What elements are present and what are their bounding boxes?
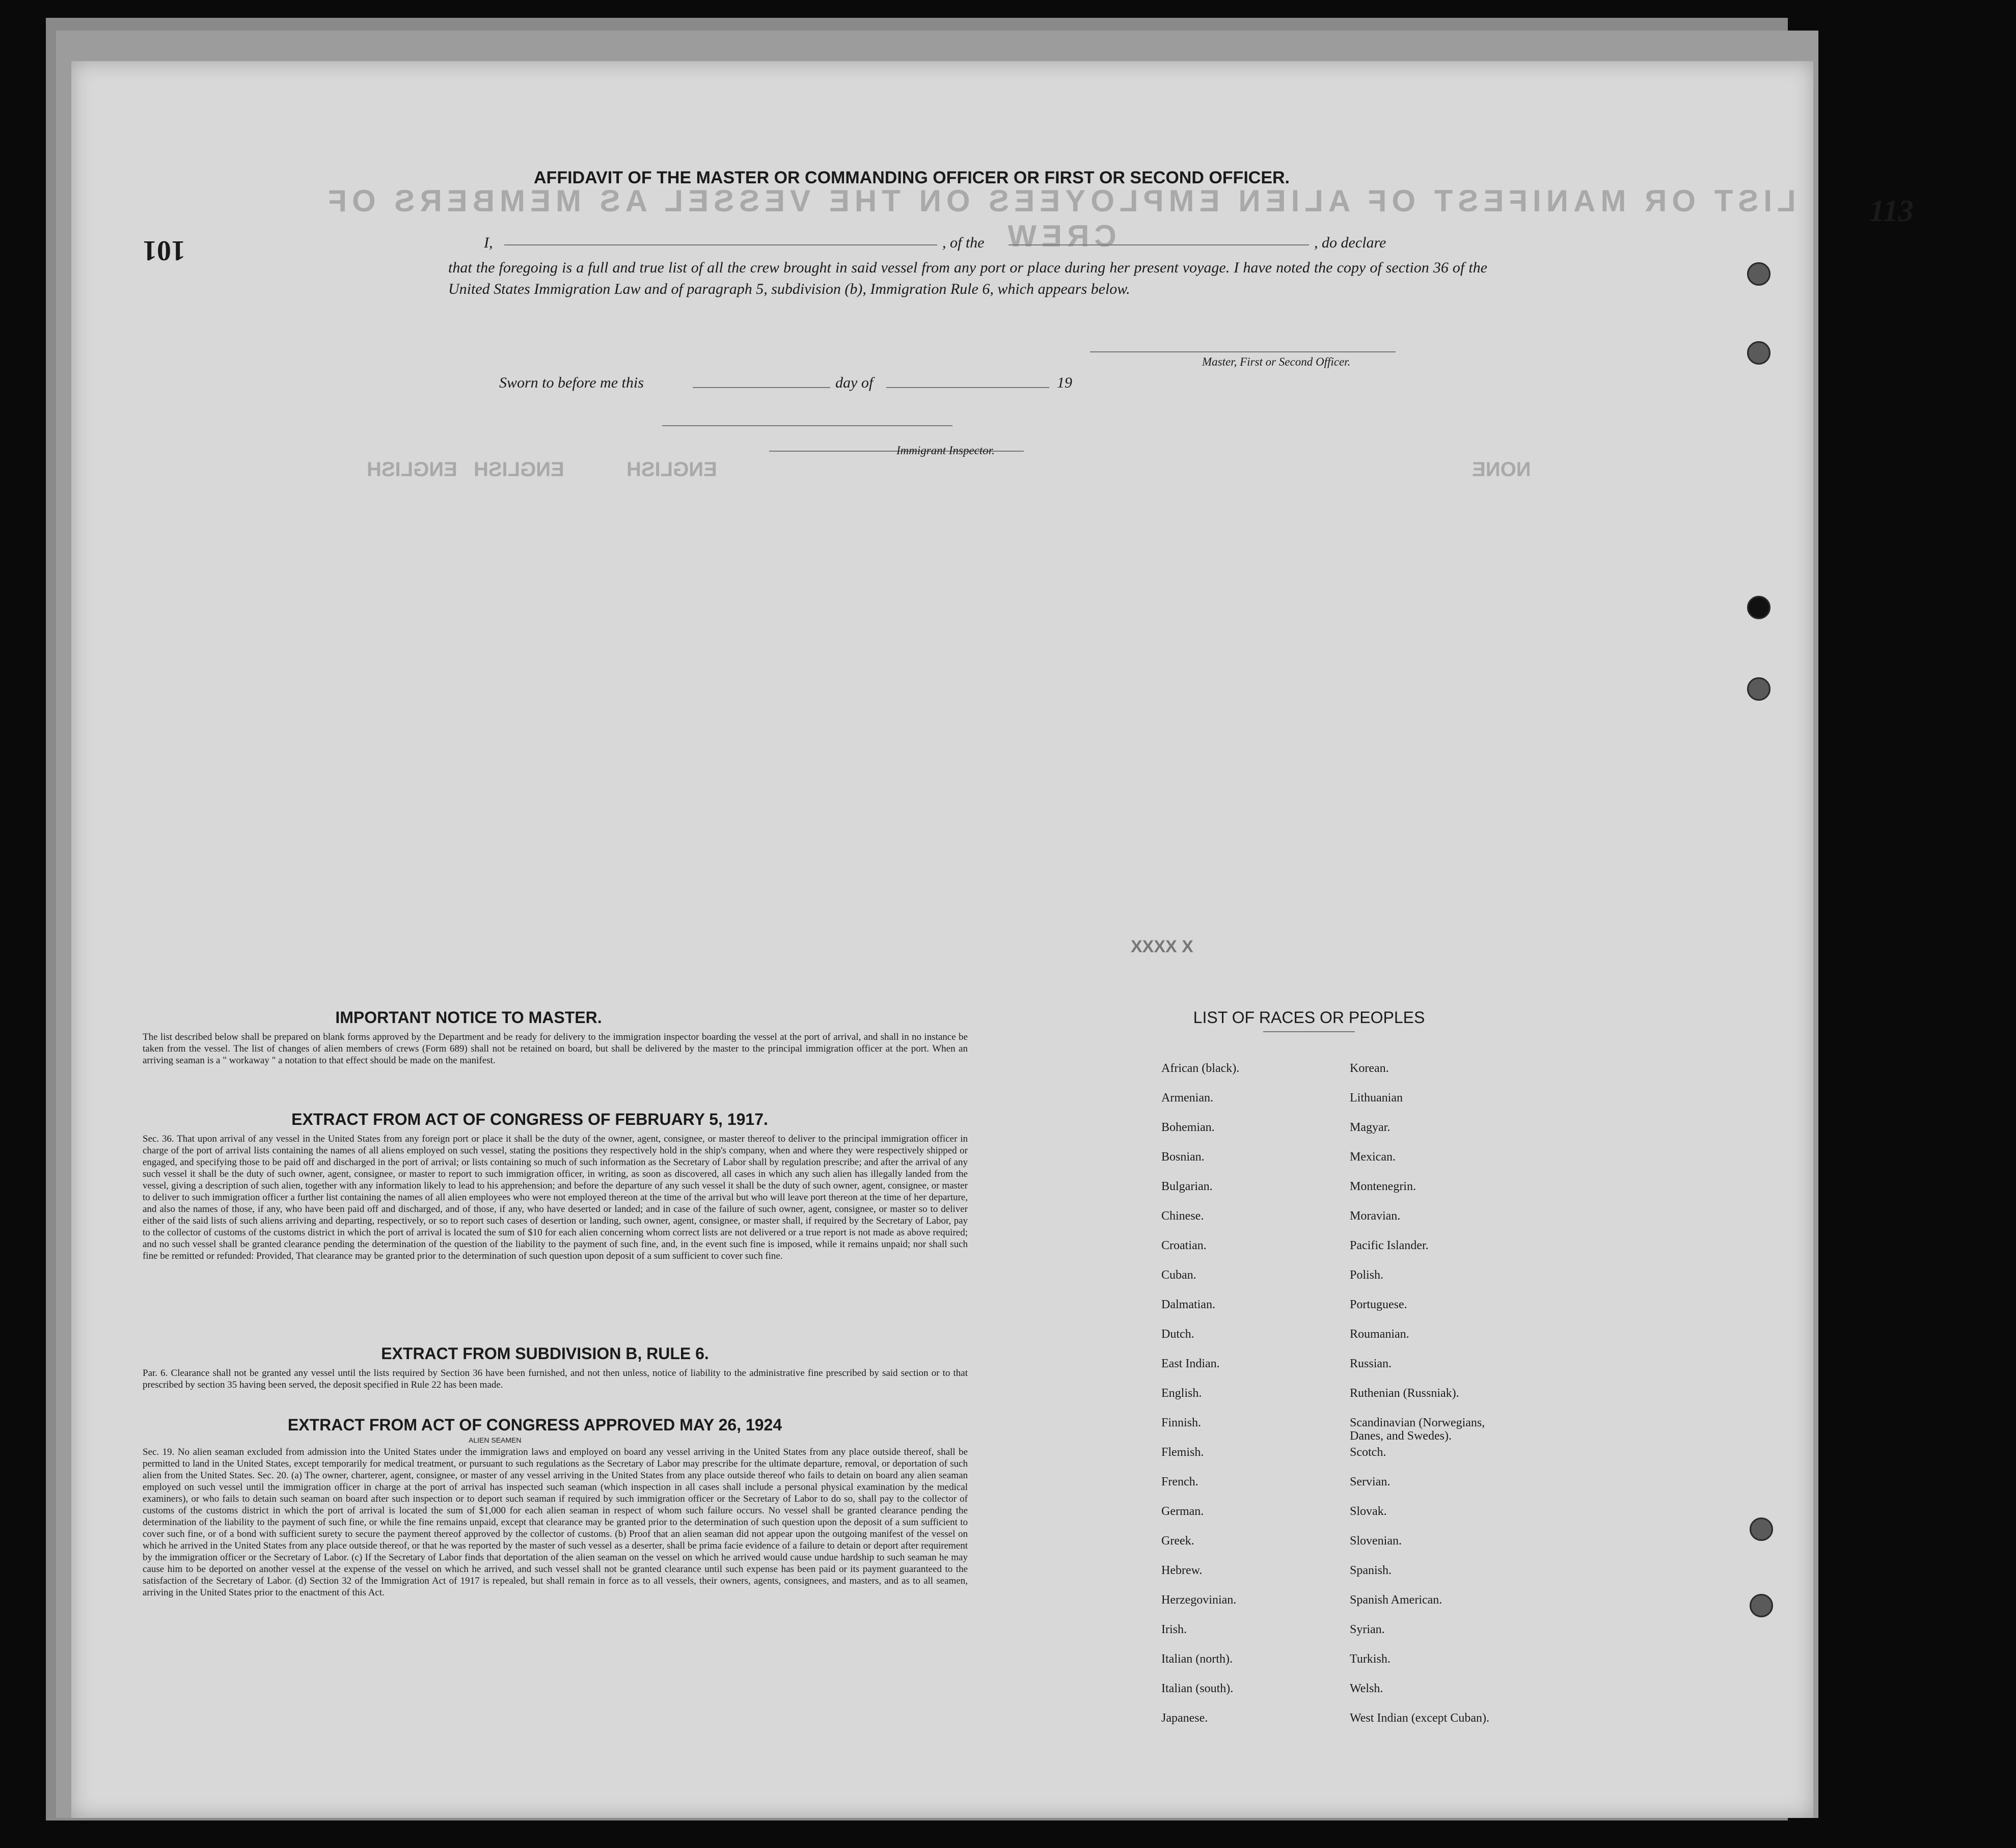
notice-title: IMPORTANT NOTICE TO MASTER. [335, 1008, 602, 1027]
extract3-title: EXTRACT FROM ACT OF CONGRESS APPROVED MAY 26, 1924 [287, 1416, 782, 1434]
handwritten-number: 101 [143, 235, 185, 266]
race-item: Bosnian. [1161, 1150, 1205, 1164]
race-item: Italian (south). [1161, 1682, 1234, 1695]
inspector-label: Immigrant Inspector. [896, 444, 995, 457]
year-text: 19 [1057, 374, 1072, 391]
race-item: Magyar. [1350, 1121, 1391, 1134]
punch-hole [1750, 1594, 1773, 1617]
bleed-header: LIST OR MANIFEST OF ALIEN EMPLOYEES ON THE VESSEL AS MEMBERS OF CREW [323, 184, 1796, 253]
race-item: French. [1161, 1475, 1198, 1488]
month-line [886, 387, 1049, 388]
affidavit-declare: , do declare [1314, 234, 1386, 251]
extract2-text: Par. 6. Clearance shall not be granted any vessel until the lists required by Section 36 have been furnished, and not then unless, notice of liability to the administrative fine prescribed by said section or to that prescribed by section 35 having been served, the deposit specified in Rule 22 has been made. [143, 1368, 968, 1390]
bleed-word-2: ENGLISH [474, 458, 564, 481]
punch-hole [1747, 341, 1770, 365]
bleed-word-3: ENGLISH [626, 458, 717, 481]
master-sig-line [1090, 351, 1396, 352]
race-item: Mexican. [1350, 1150, 1396, 1164]
race-item: Scandinavian (Norwegians, Danes, and Swedes). [1350, 1416, 1485, 1443]
race-item: Servian. [1350, 1475, 1391, 1488]
punch-hole [1747, 677, 1770, 701]
day-line [693, 387, 830, 388]
race-item: Lithuanian [1350, 1091, 1403, 1105]
day-of-text: day of [835, 374, 874, 391]
extract3-subtitle: ALIEN SEAMEN [469, 1436, 522, 1444]
notice-text: The list described below shall be prepared on blank forms approved by the Department and be ready for delivery to the immigration inspector boarding the vessel at the port of arrival, and shall in no instance be taken from the vessel. The list of changes of alien members of crews (Form 689) shall not be retained on board, but shall be delivered by the master to the principal immigration officer at the port. When an arriving seaman is a " workaway " a notation to that effect should be made on the manifest. [143, 1032, 968, 1066]
affidavit-body: that the foregoing is a full and true list of all the crew brought in said vessel from any port or place during her present voyage. I have noted the copy of section 36 of the United States Immigration Law and of paragraph 5, subdivision (b), Immigration Rule 6, which appears below. [448, 259, 1487, 297]
race-item: Chinese. [1161, 1209, 1204, 1223]
race-item: Spanish American. [1350, 1593, 1442, 1607]
extract1-text: Sec. 36. That upon arrival of any vessel in the United States from any foreign port or place it shall be the duty of the owner, agent, consignee, or master thereof to deliver to the principal immigration officer in charge of the port of arrival lists containing the names of all aliens employed on such vessel, stating the positions they respectively hold in the ship's company, when and where they were respectively shipped or engaged, and specifying those to be paid off and discharged in the port of arrival; or lists containing so much of such information as the Secretary of Labor shall by regulation prescribe; and after the arrival of any such vessel it shall be the duty of such owner, agent, consignee, or master to report to such immigration officer, in writing, as soon as discovered, all cases in which any such alien has illegally landed from the vessel, giving a description of such alien, together with any information likely to lead to his apprehension; and before the departure of any such vessel it shall be the duty of such owner, agent, consignee, or master to deliver to such immigration officer a further list containing the names of all alien employees who were not employed thereon at the time of the arrival but who will leave port thereon at the time of her departure, and also the names of those, if any, who have been paid off and discharged, and of those, if any, who have deserted or landed; and in case of the failure of such owner, agent, consignee, or master so to deliver either of the said lists of such aliens arriving and departing, respectively, or so to report such cases of desertion or landing, such owner, agent, consignee, or master shall, if required by the Secretary of Labor, pay to the collector of customs of the customs district in which the port of arrival is located the sum of $10 for each alien concerning whom correct lists are not delivered or a true report is not made as above required; and no such vessel shall be granted clearance pending the determination of the question of the liability to the payment of such fine, and, in the event such fine is imposed, while it remains unpaid; nor shall such fine be remitted or refunded: Provided, That clearance may be granted prior to the determination of such question upon deposit of a sum sufficient to cover such fine. [143, 1134, 968, 1261]
race-item: East Indian. [1161, 1357, 1220, 1370]
inspector-line-1 [662, 425, 952, 426]
extract3-text: Sec. 19. No alien seaman excluded from admission into the United States under the immigration laws and employed on board any vessel arriving in the United States from any place outside thereof, shall be permitted to land in the United States, except temporarily for medical treatment, or pursuant to such regulations as the Secretary of Labor may prescribe for the ultimate departure, removal, or deportation of such alien from the United States. Sec. 20. (a) The owner, charterer, agent, consignee, or master of any vessel arriving in the United States from any place outside thereof who fails to detain on board any alien seaman employed on such vessel until the immigration officer in charge at the port of arrival has inspected such seaman (which inspection in all cases shall include a personal physical examination by the medical examiners), or who fails to detain such seaman on board after such inspection or to deport such seaman if required by such immigration officer or the Secretary of Labor to do so, shall pay to the collector of customs of the customs district in which the port of arrival is located the sum of $1,000 for each alien seaman in respect of whom such failure occurs. No vessel shall be granted clearance pending the determination of the liability to the payment of such fine, or while the fine remains unpaid, except that clearance may be granted prior to the determination of such question upon the deposit of a sum sufficient to cover such fine, or of a bond with sufficient surety to secure the payment thereof approved by the collector of customs. (b) Proof that an alien seaman did not appear upon the outgoing manifest of the vessel on which he arrived in the United States from any place outside thereof, or that he was reported by the master of such vessel as a deserter, shall be prima facie evidence of a failure to detain or deport after requirement by the immigration officer or the Secretary of Labor. (c) If the Secretary of Labor finds that deportation of the alien seaman on the vessel on which he arrived would cause undue hardship to such seaman he may cause him to be deported on another vessel at the expense of the vessel on which he arrived, and such vessel shall not be granted clearance until such expense has been paid or its payment guaranteed to the satisfaction of the Secretary of Labor. (d) Section 32 of the Immigration Act of 1917 is repealed, but shall remain in force as to all vessels, their owners, agents, consignees, and masters, and as to all seamen, arriving in the United States prior to the enactment of this Act. [143, 1447, 968, 1598]
races-title: LIST OF RACES OR PEOPLES [1193, 1008, 1425, 1027]
race-item: Dutch. [1161, 1328, 1194, 1341]
race-item: Italian (north). [1161, 1652, 1233, 1666]
punch-hole [1747, 596, 1770, 619]
race-item: Hebrew. [1161, 1564, 1203, 1577]
race-item: Dalmatian. [1161, 1298, 1215, 1311]
bleed-word-4: NONE [1472, 458, 1531, 481]
manifest-page [71, 61, 1914, 1818]
race-item: Syrian. [1350, 1623, 1385, 1636]
race-item: Japanese. [1161, 1712, 1208, 1725]
race-item: English. [1161, 1387, 1202, 1400]
race-item: Croatian. [1161, 1239, 1207, 1252]
punch-hole [1750, 1518, 1773, 1541]
race-item: Slovak. [1350, 1505, 1387, 1518]
races-title-rule [1263, 1031, 1355, 1032]
race-item: Russian. [1350, 1357, 1392, 1370]
extract1-title: EXTRACT FROM ACT OF CONGRESS OF FEBRUARY 5, 1917. [291, 1110, 768, 1128]
race-item: Korean. [1350, 1062, 1389, 1075]
page-number: 113 [1869, 194, 1914, 228]
race-item: Roumanian. [1350, 1328, 1409, 1341]
race-item: Spanish. [1350, 1564, 1392, 1577]
affidavit-i: I, [484, 234, 493, 251]
race-item: Irish. [1161, 1623, 1187, 1636]
affidavit-of-the: , of the [942, 234, 985, 251]
race-item: Polish. [1350, 1268, 1384, 1282]
race-item: Ruthenian (Russniak). [1350, 1387, 1459, 1400]
extract2-title: EXTRACT FROM SUBDIVISION B, RULE 6. [381, 1344, 709, 1363]
race-item: Bulgarian. [1161, 1180, 1213, 1193]
race-item: Finnish. [1161, 1416, 1202, 1429]
vessel-line [1009, 244, 1309, 245]
sworn-text: Sworn to before me this [499, 374, 644, 391]
race-item: Armenian. [1161, 1091, 1213, 1105]
name-line [504, 244, 937, 245]
race-item: Welsh. [1350, 1682, 1383, 1695]
master-label: Master, First or Second Officer. [1202, 355, 1351, 368]
punch-hole [1747, 262, 1770, 286]
race-item: West Indian (except Cuban). [1350, 1712, 1489, 1725]
bleed-word-1: ENGLISH [367, 458, 457, 481]
race-item: African (black). [1161, 1062, 1240, 1075]
race-item: Moravian. [1350, 1209, 1401, 1223]
race-item: Greek. [1161, 1534, 1194, 1548]
race-item: Pacific Islander. [1350, 1239, 1429, 1252]
race-item: Flemish. [1161, 1446, 1204, 1459]
affidavit-title: AFFIDAVIT OF THE MASTER OR COMMANDING OFFICER OR FIRST OR SECOND OFFICER. [534, 168, 1290, 187]
race-item: Slovenian. [1350, 1534, 1402, 1548]
race-item: Turkish. [1350, 1652, 1391, 1666]
race-item: Scotch. [1350, 1446, 1386, 1459]
bleed-mark: XXXX X [1131, 937, 1193, 956]
race-item: Montenegrin. [1350, 1180, 1416, 1193]
race-item: Bohemian. [1161, 1121, 1215, 1134]
race-item: Herzegovinian. [1161, 1593, 1237, 1607]
race-item: Cuban. [1161, 1268, 1196, 1282]
race-item: Portuguese. [1350, 1298, 1407, 1311]
race-item: German. [1161, 1505, 1204, 1518]
